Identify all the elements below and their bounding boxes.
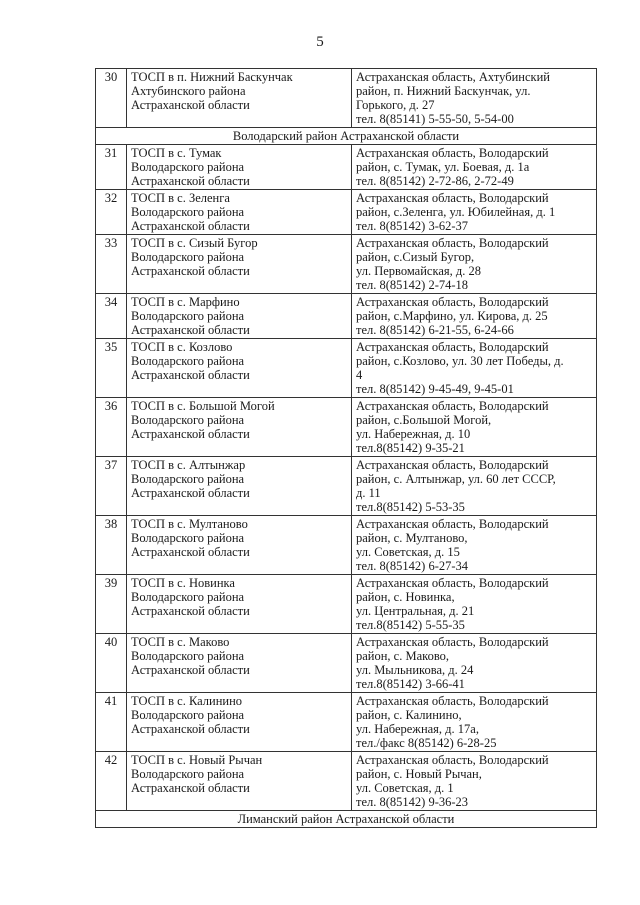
row-number: 41	[96, 693, 127, 752]
address-line: Астраханская область, Володарский	[356, 458, 549, 472]
address-line: район, с.Козлово, ул. 30 лет Победы, д.	[356, 354, 564, 368]
office-name-cell	[127, 339, 352, 398]
address-cell	[352, 190, 597, 235]
office-name-line: Ахтубинского района	[131, 84, 246, 98]
row-number: 32	[96, 190, 127, 235]
table-row	[96, 457, 597, 516]
address-line: ул. Набережная, д. 10	[356, 427, 471, 441]
office-name-line: Астраханской области	[131, 98, 250, 112]
address-line: район, с. Новинка,	[356, 590, 455, 604]
office-name-line: Астраханской области	[131, 722, 250, 736]
office-name-line: Астраханской области	[131, 174, 250, 188]
office-name-line: Астраханской области	[131, 663, 250, 677]
address-line: Астраханская область, Володарский	[356, 576, 549, 590]
table-row	[96, 339, 597, 398]
table-row	[96, 145, 597, 190]
row-number: 37	[96, 457, 127, 516]
address-cell	[352, 145, 597, 190]
office-name-line: Володарского района	[131, 205, 245, 219]
office-name-cell	[127, 398, 352, 457]
address-line: район, п. Нижний Баскунчак, ул.	[356, 84, 531, 98]
office-name-line: ТОСП в с. Новый Рычан	[131, 753, 263, 767]
office-name-line: Володарского района	[131, 250, 245, 264]
address-line: тел. 8(85141) 5-55-50, 5-54-00	[356, 112, 514, 126]
address-line: Горького, д. 27	[356, 98, 435, 112]
office-name-line: Астраханской области	[131, 604, 250, 618]
address-line: Астраханская область, Володарский	[356, 236, 549, 250]
office-name-line: ТОСП в п. Нижний Баскунчак	[131, 70, 293, 84]
table-row	[96, 235, 597, 294]
row-number: 39	[96, 575, 127, 634]
address-line: Астраханская область, Ахтубинский	[356, 70, 550, 84]
office-name-line: Володарского района	[131, 649, 245, 663]
office-name-line: Володарского района	[131, 590, 245, 604]
address-line: район, с.Большой Могой,	[356, 413, 492, 427]
office-name-line: ТОСП в с. Марфино	[131, 295, 240, 309]
address-line: район, с. Алтынжар, ул. 60 лет СССР,	[356, 472, 556, 486]
office-name-cell	[127, 145, 352, 190]
section-title: Володарский район Астраханской области	[96, 128, 597, 145]
address-line: Астраханская область, Володарский	[356, 635, 549, 649]
office-name-cell	[127, 457, 352, 516]
offices-table-body	[96, 69, 597, 828]
address-line: район, с.Зеленга, ул. Юбилейная, д. 1	[356, 205, 556, 219]
address-line: тел.8(85142) 3-66-41	[356, 677, 465, 691]
address-cell	[352, 516, 597, 575]
office-name-line: Володарского района	[131, 354, 245, 368]
office-name-cell	[127, 516, 352, 575]
address-cell	[352, 752, 597, 811]
table-row	[96, 398, 597, 457]
address-line: Астраханская область, Володарский	[356, 340, 549, 354]
address-line: Астраханская область, Володарский	[356, 753, 549, 767]
address-line: район, с. Мултаново,	[356, 531, 468, 545]
office-name-line: Астраханской области	[131, 323, 250, 337]
office-name-line: Астраханской области	[131, 545, 250, 559]
office-name-line: ТОСП в с. Зеленга	[131, 191, 230, 205]
section-header-row	[96, 811, 597, 828]
address-line: ул. Советская, д. 1	[356, 781, 454, 795]
office-name-cell	[127, 294, 352, 339]
address-line: тел./факс 8(85142) 6-28-25	[356, 736, 497, 750]
row-number: 42	[96, 752, 127, 811]
address-line: район, с. Калинино,	[356, 708, 462, 722]
office-name-line: ТОСП в с. Большой Могой	[131, 399, 275, 413]
address-line: Астраханская область, Володарский	[356, 295, 549, 309]
office-name-line: Володарского района	[131, 309, 245, 323]
office-name-cell	[127, 693, 352, 752]
office-name-line: Володарского района	[131, 708, 245, 722]
address-line: тел.8(85142) 9-35-21	[356, 441, 465, 455]
address-line: район, с.Сизый Бугор,	[356, 250, 475, 264]
office-name-line: ТОСП в с. Тумак	[131, 146, 222, 160]
address-line: Астраханская область, Володарский	[356, 399, 549, 413]
office-name-line: Астраханской области	[131, 368, 250, 382]
office-name-line: Астраханской области	[131, 427, 250, 441]
address-line: тел. 8(85142) 6-21-55, 6-24-66	[356, 323, 514, 337]
address-line: тел. 8(85142) 3-62-37	[356, 219, 469, 233]
address-line: тел.8(85142) 5-55-35	[356, 618, 465, 632]
address-line: ул. Мыльникова, д. 24	[356, 663, 474, 677]
row-number: 35	[96, 339, 127, 398]
table-row	[96, 752, 597, 811]
office-name-line: ТОСП в с. Новинка	[131, 576, 235, 590]
address-line: тел. 8(85142) 2-74-18	[356, 278, 469, 292]
address-line: тел. 8(85142) 2-72-86, 2-72-49	[356, 174, 514, 188]
table-row	[96, 634, 597, 693]
address-cell	[352, 339, 597, 398]
address-cell	[352, 235, 597, 294]
office-name-cell	[127, 634, 352, 693]
row-number: 40	[96, 634, 127, 693]
address-line: Астраханская область, Володарский	[356, 191, 549, 205]
office-name-line: Володарского района	[131, 160, 245, 174]
office-name-cell	[127, 190, 352, 235]
address-line: ул. Центральная, д. 21	[356, 604, 475, 618]
office-name-line: Астраханской области	[131, 486, 250, 500]
address-cell	[352, 575, 597, 634]
office-name-cell	[127, 235, 352, 294]
address-line: ул. Первомайская, д. 28	[356, 264, 481, 278]
table-row	[96, 516, 597, 575]
address-cell	[352, 457, 597, 516]
address-line: район, с. Маково,	[356, 649, 450, 663]
address-line: ул. Советская, д. 15	[356, 545, 460, 559]
office-name-line: ТОСП в с. Мултаново	[131, 517, 248, 531]
row-number: 33	[96, 235, 127, 294]
office-name-cell	[127, 752, 352, 811]
address-line: тел. 8(85142) 6-27-34	[356, 559, 469, 573]
table-row	[96, 69, 597, 128]
office-name-line: Володарского района	[131, 413, 245, 427]
office-name-line: ТОСП в с. Сизый Бугор	[131, 236, 258, 250]
table-row	[96, 575, 597, 634]
page-number: 5	[316, 34, 324, 50]
office-name-line: Володарского района	[131, 472, 245, 486]
office-name-cell	[127, 69, 352, 128]
office-name-line: Астраханской области	[131, 264, 250, 278]
address-line: район, с. Тумак, ул. Боевая, д. 1а	[356, 160, 530, 174]
address-line: ул. Набережная, д. 17а,	[356, 722, 479, 736]
office-name-line: ТОСП в с. Козлово	[131, 340, 233, 354]
address-line: район, с. Новый Рычан,	[356, 767, 482, 781]
row-number: 30	[96, 69, 127, 128]
office-name-line: ТОСП в с. Алтынжар	[131, 458, 246, 472]
address-line: Астраханская область, Володарский	[356, 694, 549, 708]
address-cell	[352, 398, 597, 457]
address-line: д. 11	[356, 486, 381, 500]
office-name-line: Володарского района	[131, 767, 245, 781]
office-name-line: Астраханской области	[131, 219, 250, 233]
row-number: 36	[96, 398, 127, 457]
office-name-line: Астраханской области	[131, 781, 250, 795]
section-title: Лиманский район Астраханской области	[96, 811, 597, 828]
row-number: 38	[96, 516, 127, 575]
address-line: район, с.Марфино, ул. Кирова, д. 25	[356, 309, 548, 323]
address-cell	[352, 294, 597, 339]
office-name-line: ТОСП в с. Калинино	[131, 694, 243, 708]
address-line: Астраханская область, Володарский	[356, 517, 549, 531]
table-row	[96, 190, 597, 235]
address-line: тел.8(85142) 5-53-35	[356, 500, 465, 514]
address-line: Астраханская область, Володарский	[356, 146, 549, 160]
table-row	[96, 693, 597, 752]
office-name-line: Володарского района	[131, 531, 245, 545]
address-cell	[352, 693, 597, 752]
address-cell	[352, 634, 597, 693]
offices-table	[95, 68, 597, 828]
address-cell	[352, 69, 597, 128]
address-line: 4	[356, 368, 363, 382]
address-line: тел. 8(85142) 9-36-23	[356, 795, 469, 809]
row-number: 34	[96, 294, 127, 339]
row-number: 31	[96, 145, 127, 190]
table-row	[96, 294, 597, 339]
office-name-line: ТОСП в с. Маково	[131, 635, 230, 649]
address-line: тел. 8(85142) 9-45-49, 9-45-01	[356, 382, 514, 396]
section-header-row	[96, 128, 597, 145]
office-name-cell	[127, 575, 352, 634]
